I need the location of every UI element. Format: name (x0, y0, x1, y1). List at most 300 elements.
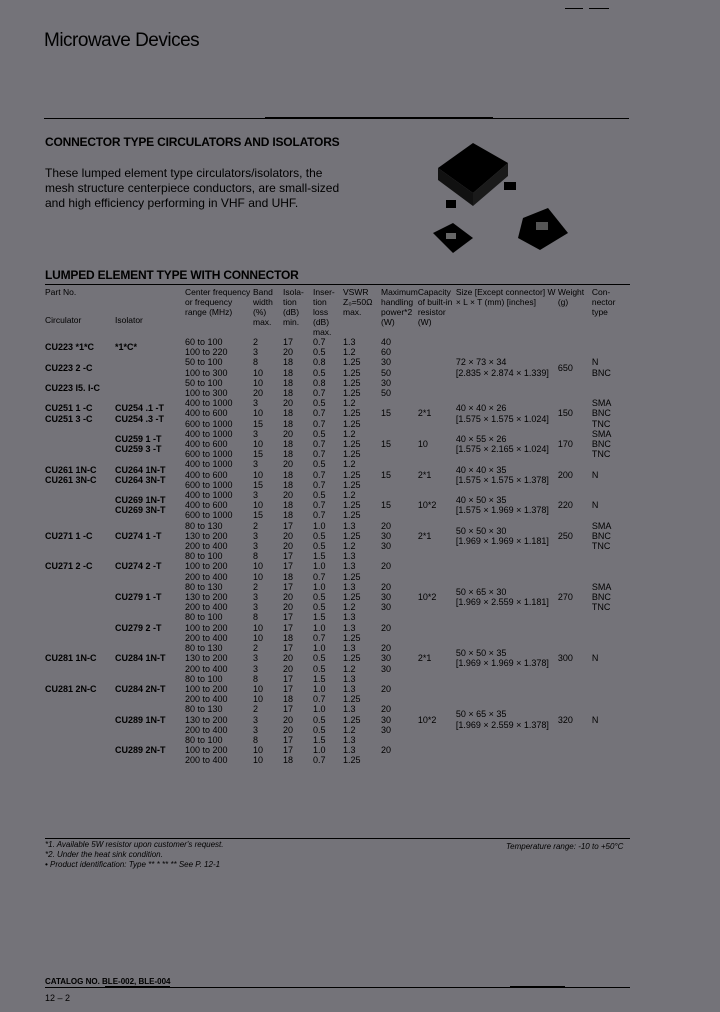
cell-insertion-loss: 0.7 (313, 571, 326, 582)
cell-weight: 150 (557, 408, 573, 419)
cell-bandwidth: 3 (253, 459, 259, 470)
cell-insertion-loss: 0.5 (313, 530, 326, 541)
cell-insertion-loss: 1.0 (313, 520, 326, 531)
isolator-part-no: CU279 2 -T (115, 622, 162, 633)
cell-insertion-loss: 1.0 (313, 622, 326, 633)
cell-weight (558, 337, 592, 357)
cell-connector (592, 612, 622, 643)
circulator-part-no: CU281 1N-C (45, 653, 97, 664)
cell-frequency: 400 to 1000 (185, 428, 233, 439)
cell-vswr: 1.25 (343, 755, 361, 766)
isolator-part-no: CU284 1N-T (115, 653, 166, 664)
isolator-part-no: CU274 2 -T (115, 561, 162, 572)
cell-size (456, 612, 558, 643)
cell-vswr: 1.25 (343, 377, 361, 388)
header-frequency: Center frequency or frequency range (MHz) (185, 287, 251, 317)
cell-weight (558, 674, 592, 705)
table-row (45, 582, 622, 592)
cell-bandwidth: 15 (253, 479, 264, 490)
cell-size (456, 337, 558, 357)
cell-power (381, 449, 418, 459)
cell-insertion-loss: 0.5 (313, 724, 326, 735)
cell-frequency: 400 to 1000 (185, 490, 233, 501)
cell-bandwidth: 3 (253, 541, 259, 552)
cell-isolation: 17 (283, 734, 294, 745)
cell-vswr: 1.3 (343, 673, 356, 684)
section-title: CONNECTOR TYPE CIRCULATORS AND ISOLATORS (45, 135, 340, 149)
cell-connector: N (591, 714, 599, 725)
cell-insertion-loss: 0.7 (313, 388, 326, 399)
cell-power (381, 755, 418, 765)
circulator-part-no: CU261 1N-C CU261 3N-C (45, 464, 97, 485)
cell-bandwidth: 10 (253, 571, 264, 582)
table-title: LUMPED ELEMENT TYPE WITH CONNECTOR (45, 268, 299, 282)
cell-power: 30 (381, 357, 392, 368)
cell-vswr: 1.25 (343, 479, 361, 490)
cell-frequency: 80 to 130 (185, 704, 223, 715)
cell-isolation: 18 (283, 408, 294, 419)
footer-rule-accent-2 (510, 986, 565, 988)
cell-power: 15 (381, 469, 392, 480)
intro-paragraph: These lumped element type circulators/isolators, the mesh structure centerpiece conductors, are small-sized and high efficiency performing in VHF and UHF. (45, 166, 340, 210)
circulator-part-no: CU223 *1*C (45, 342, 95, 353)
cell-power: 20 (381, 520, 392, 531)
cell-connector: N (591, 469, 599, 480)
header-connector: Con-nector type (591, 287, 616, 317)
cell-power (381, 480, 418, 490)
cell-power (381, 572, 418, 582)
circulator-part-no: CU223 I5. I-C (45, 382, 101, 393)
cell-isolation: 18 (283, 449, 294, 460)
cell-capacity: 2*1 (417, 469, 432, 480)
circulator-part-no: CU271 2 -C (45, 561, 93, 572)
cell-isolation: 20 (283, 541, 294, 552)
cell-isolation: 17 (283, 337, 294, 347)
header-weight: Weight (g) (557, 287, 585, 307)
cell-power: 20 (381, 622, 392, 633)
cell-size: 40 × 50 × 35 [1.575 × 1.969 × 1.378] (455, 495, 549, 516)
cell-power: 30 (381, 602, 392, 613)
cell-insertion-loss: 0.7 (313, 418, 326, 429)
footnote-2: *2. Under the heat sink condition. (45, 850, 163, 859)
cell-insertion-loss: 0.7 (313, 469, 326, 480)
header-part-no: Part No. Circulator Isolator (45, 287, 143, 325)
cell-insertion-loss: 0.5 (313, 541, 326, 552)
cell-insertion-loss: 1.0 (313, 581, 326, 592)
cell-frequency: 600 to 1000 (185, 479, 233, 490)
cell-insertion-loss: 1.5 (313, 612, 326, 623)
cell-insertion-loss: 0.7 (313, 632, 326, 643)
cell-bandwidth: 10 (253, 683, 264, 694)
cell-bandwidth: 20 (253, 388, 264, 399)
cell-connector: SMA BNC TNC (591, 398, 611, 429)
cell-weight: 200 (557, 469, 573, 480)
cell-vswr: 1.3 (343, 643, 356, 654)
cell-size: 50 × 65 × 30 [1.969 × 2.559 × 1.181] (455, 586, 549, 608)
cell-capacity: 10*2 (417, 500, 437, 511)
cell-insertion-loss: 0.5 (313, 714, 326, 725)
cell-bandwidth: 10 (253, 622, 264, 633)
cell-isolation: 20 (283, 428, 294, 439)
cell-weight (558, 735, 592, 766)
cell-vswr: 1.25 (343, 632, 361, 643)
cell-isolation: 18 (283, 510, 294, 521)
cell-power: 30 (381, 724, 392, 735)
cell-vswr: 1.3 (343, 683, 356, 694)
cell-vswr: 1.25 (343, 367, 361, 378)
cell-isolation: 18 (283, 357, 294, 368)
cell-power: 30 (381, 530, 392, 541)
cell-power (381, 633, 418, 643)
cell-frequency: 130 to 200 (185, 714, 228, 725)
cell-isolation: 18 (283, 388, 294, 399)
cell-vswr: 1.25 (343, 418, 361, 429)
circulator-part-no (45, 490, 115, 521)
cell-vswr: 1.2 (343, 347, 356, 358)
cell-power (381, 551, 418, 561)
cell-isolation: 17 (283, 581, 294, 592)
isolator-part-no: CU284 2N-T (115, 683, 166, 694)
cell-frequency: 130 to 200 (185, 530, 228, 541)
cell-vswr: 1.3 (343, 520, 356, 531)
cell-frequency: 400 to 600 (185, 500, 228, 511)
cell-bandwidth: 10 (253, 408, 264, 419)
cell-bandwidth: 3 (253, 663, 259, 674)
isolator-part-no: CU274 1 -T (115, 530, 162, 541)
cell-isolation: 20 (283, 663, 294, 674)
cell-bandwidth: 2 (253, 643, 259, 654)
footer-rule-accent (105, 986, 170, 988)
cell-vswr: 1.3 (343, 337, 356, 347)
cell-frequency: 80 to 130 (185, 643, 223, 654)
circulator-part-no (45, 735, 115, 766)
cell-frequency: 400 to 1000 (185, 459, 233, 470)
cell-insertion-loss: 1.0 (313, 704, 326, 715)
cell-bandwidth: 2 (253, 337, 259, 347)
cell-frequency: 200 to 400 (185, 541, 228, 552)
cell-power: 30 (381, 653, 392, 664)
cell-power: 15 (381, 408, 392, 419)
cell-vswr: 1.25 (343, 388, 361, 399)
cell-vswr: 1.25 (343, 439, 361, 450)
cell-power (381, 674, 418, 684)
cell-isolation: 18 (283, 694, 294, 705)
cell-power: 20 (381, 643, 392, 654)
isolator-part-no: CU289 2N-T (115, 745, 166, 756)
cell-frequency: 200 to 400 (185, 694, 228, 705)
cell-vswr: 1.3 (343, 612, 356, 623)
cell-insertion-loss: 0.5 (313, 367, 326, 378)
cell-bandwidth: 8 (253, 357, 259, 368)
cell-insertion-loss: 1.0 (313, 745, 326, 756)
table-row (45, 643, 622, 653)
cell-size: 40 × 55 × 26 [1.575 × 2.165 × 1.024] (455, 433, 549, 455)
cell-insertion-loss: 1.5 (313, 551, 326, 562)
cell-bandwidth: 3 (253, 530, 259, 541)
circulator-part-no: CU251 1 -C CU251 3 -C (45, 403, 93, 424)
cell-frequency: 80 to 100 (185, 673, 223, 684)
table-top-rule (45, 284, 630, 285)
cell-size (456, 674, 558, 705)
cell-weight (558, 378, 592, 398)
cell-capacity: 10*2 (417, 592, 437, 603)
cell-frequency: 50 to 100 (185, 357, 223, 368)
cell-size: 40 × 40 × 35 [1.575 × 1.575 × 1.378] (455, 464, 549, 485)
footnotes (45, 840, 224, 870)
cell-frequency: 200 to 400 (185, 571, 228, 582)
cell-isolation: 20 (283, 653, 294, 664)
cell-frequency: 100 to 200 (185, 622, 228, 633)
cell-weight (558, 551, 592, 582)
cell-frequency: 60 to 100 (185, 337, 223, 347)
cell-bandwidth: 10 (253, 755, 264, 766)
cell-vswr: 1.3 (343, 734, 356, 745)
cell-bandwidth: 10 (253, 694, 264, 705)
cell-frequency: 100 to 220 (185, 347, 228, 358)
footnote-1: *1. Available 5W resistor upon customer's request. (45, 840, 224, 849)
isolator-part-no: CU264 1N-T CU264 3N-T (115, 464, 166, 485)
cell-bandwidth: 10 (253, 377, 264, 388)
cell-power: 30 (381, 663, 392, 674)
cell-insertion-loss: 0.5 (313, 398, 326, 409)
cell-bandwidth: 3 (253, 428, 259, 439)
header-insertion-loss: Inser-tion loss (dB) max. (313, 287, 335, 337)
cell-insertion-loss: 0.7 (313, 500, 326, 511)
cell-isolation: 17 (283, 704, 294, 715)
cell-bandwidth: 10 (253, 561, 264, 572)
cell-frequency: 400 to 600 (185, 408, 228, 419)
cell-isolation: 20 (283, 347, 294, 358)
isolator-part-no: CU254 .1 -T CU254 .3 -T (115, 403, 165, 424)
cell-isolation: 20 (283, 398, 294, 409)
cell-bandwidth: 3 (253, 714, 259, 725)
cell-vswr: 1.3 (343, 581, 356, 592)
cell-bandwidth: 3 (253, 592, 259, 603)
table-row (45, 735, 622, 745)
cell-power (381, 735, 418, 745)
cell-vswr: 1.2 (343, 541, 356, 552)
cell-vswr: 1.2 (343, 428, 356, 439)
cell-vswr: 1.25 (343, 449, 361, 460)
cell-power: 60 (381, 347, 392, 358)
cell-vswr: 1.25 (343, 408, 361, 419)
cell-power: 30 (381, 541, 392, 552)
cell-connector (592, 674, 622, 705)
cell-connector: N BNC (591, 357, 611, 378)
cell-weight: 270 (557, 592, 573, 603)
cell-power: 30 (381, 714, 392, 725)
cell-power (381, 612, 418, 622)
cell-power: 20 (381, 683, 392, 694)
cell-capacity: 2*1 (417, 530, 432, 541)
table-row (45, 378, 622, 388)
cell-frequency: 100 to 300 (185, 388, 228, 399)
cell-power (381, 398, 418, 408)
cell-frequency: 200 to 400 (185, 602, 228, 613)
cell-size (456, 735, 558, 766)
cell-isolation: 18 (283, 418, 294, 429)
cell-insertion-loss: 1.0 (313, 683, 326, 694)
isolator-part-no: CU269 1N-T CU269 3N-T (115, 495, 166, 516)
circulator-part-no: CU271 1 -C (45, 530, 93, 541)
cell-isolation: 17 (283, 673, 294, 684)
isolator-part-no: CU289 1N-T (115, 714, 166, 725)
cell-vswr: 1.3 (343, 561, 356, 572)
cell-vswr: 1.25 (343, 694, 361, 705)
cell-insertion-loss: 0.5 (313, 602, 326, 613)
cell-capacity (418, 674, 456, 705)
cell-power (381, 490, 418, 500)
cell-connector (592, 378, 622, 398)
cell-capacity: 2*1 (417, 653, 432, 664)
cell-isolation: 17 (283, 643, 294, 654)
cell-power: 30 (381, 377, 392, 388)
cell-isolation: 20 (283, 592, 294, 603)
cell-bandwidth: 3 (253, 653, 259, 664)
cell-insertion-loss: 1.0 (313, 561, 326, 572)
product-photo (428, 138, 568, 258)
cell-bandwidth: 10 (253, 367, 264, 378)
cell-bandwidth: 3 (253, 602, 259, 613)
cell-vswr: 1.2 (343, 490, 356, 501)
cell-frequency: 130 to 200 (185, 592, 228, 603)
circulator-part-no: CU223 2 -C (45, 362, 93, 373)
cell-frequency: 400 to 600 (185, 439, 228, 450)
cell-power: 20 (381, 704, 392, 715)
cell-bandwidth: 2 (253, 704, 259, 715)
page-title: Microwave Devices (44, 30, 200, 51)
cell-frequency: 80 to 130 (185, 520, 223, 531)
cell-bandwidth: 15 (253, 510, 264, 521)
cell-insertion-loss: 0.7 (313, 510, 326, 521)
cell-frequency: 50 to 100 (185, 377, 223, 388)
cell-insertion-loss: 0.7 (313, 449, 326, 460)
cell-isolation: 18 (283, 755, 294, 766)
header-isolation: Isola-tion (dB) min. (283, 287, 304, 327)
cell-connector (592, 337, 622, 357)
cell-isolation: 18 (283, 571, 294, 582)
cell-isolation: 20 (283, 459, 294, 470)
cell-bandwidth: 8 (253, 734, 259, 745)
cell-isolation: 20 (283, 714, 294, 725)
cell-isolation: 18 (283, 500, 294, 511)
table-row (45, 551, 622, 561)
cell-isolation: 18 (283, 632, 294, 643)
header-marks (565, 6, 621, 12)
cell-frequency: 80 to 100 (185, 612, 223, 623)
cell-power: 50 (381, 367, 392, 378)
cell-isolation: 17 (283, 745, 294, 756)
footnote-3: • Product identification: Type ** * ** ** See P. 12-1 (45, 860, 221, 869)
cell-bandwidth: 10 (253, 500, 264, 511)
cell-capacity: 10*2 (417, 714, 437, 725)
table-row (45, 612, 622, 622)
cell-capacity: 2*1 (417, 408, 432, 419)
cell-isolation: 17 (283, 561, 294, 572)
cell-insertion-loss: 0.7 (313, 408, 326, 419)
cell-size: 50 × 50 × 35 [1.969 × 1.969 × 1.378] (455, 648, 549, 669)
cell-isolation: 17 (283, 683, 294, 694)
isolator-part-no (115, 357, 185, 377)
cell-insertion-loss: 0.5 (313, 653, 326, 664)
cell-weight: 220 (557, 500, 573, 511)
cell-vswr: 1.25 (343, 653, 361, 664)
cell-vswr: 1.3 (343, 745, 356, 756)
cell-power: 40 (381, 337, 392, 347)
cell-connector (592, 551, 622, 582)
cell-vswr: 1.25 (343, 510, 361, 521)
circulator-part-no (45, 582, 115, 613)
cell-vswr: 1.3 (343, 704, 356, 715)
cell-power: 20 (381, 745, 392, 756)
cell-bandwidth: 8 (253, 551, 259, 562)
cell-frequency: 600 to 1000 (185, 449, 233, 460)
table-row (45, 429, 622, 439)
cell-frequency: 200 to 400 (185, 755, 228, 766)
cell-isolation: 18 (283, 377, 294, 388)
cell-bandwidth: 8 (253, 612, 259, 623)
cell-connector: SMA BNC TNC (591, 581, 611, 613)
cell-bandwidth: 15 (253, 449, 264, 460)
header-capacity: Capacity of built-in resistor (W) (417, 287, 453, 327)
cell-frequency: 600 to 1000 (185, 510, 233, 521)
cell-bandwidth: 3 (253, 347, 259, 358)
cell-frequency: 400 to 1000 (185, 398, 233, 409)
cell-connector: SMA BNC TNC (591, 428, 611, 460)
cell-vswr: 1.3 (343, 622, 356, 633)
cell-insertion-loss: 1.5 (313, 673, 326, 684)
cell-frequency: 100 to 300 (185, 367, 228, 378)
cell-isolation: 18 (283, 367, 294, 378)
cell-insertion-loss: 0.5 (313, 347, 326, 358)
cell-vswr: 1.2 (343, 602, 356, 613)
cell-insertion-loss: 0.7 (313, 439, 326, 450)
cell-vswr: 1.25 (343, 714, 361, 725)
cell-capacity (418, 551, 456, 582)
cell-isolation: 18 (283, 439, 294, 450)
cell-frequency: 200 to 400 (185, 632, 228, 643)
cell-insertion-loss: 0.7 (313, 479, 326, 490)
cell-bandwidth: 3 (253, 490, 259, 501)
cell-vswr: 1.2 (343, 398, 356, 409)
circulator-part-no (45, 429, 115, 460)
cell-bandwidth: 10 (253, 632, 264, 643)
spec-table (45, 287, 622, 766)
cell-vswr: 1.25 (343, 500, 361, 511)
cell-capacity (418, 378, 456, 398)
temperature-range: Temperature range: -10 to +50°C (506, 842, 624, 851)
cell-size: 50 × 65 × 35 [1.969 × 2.559 × 1.378] (455, 709, 549, 730)
table-row (45, 459, 622, 469)
cell-vswr: 1.2 (343, 663, 356, 674)
cell-power (381, 429, 418, 439)
cell-connector: N (591, 500, 599, 511)
table-row (45, 521, 622, 531)
table-bottom-rule (45, 838, 630, 839)
cell-frequency: 130 to 200 (185, 653, 228, 664)
table-row (45, 674, 622, 684)
cell-isolation: 20 (283, 490, 294, 501)
cell-insertion-loss: 0.8 (313, 377, 326, 388)
cell-size: 40 × 40 × 26 [1.575 × 1.575 × 1.024] (455, 403, 549, 424)
cell-vswr: 1.2 (343, 459, 356, 470)
cell-power (381, 459, 418, 469)
cell-isolation: 17 (283, 520, 294, 531)
cell-capacity (418, 337, 456, 357)
isolator-part-no: CU259 1 -T CU259 3 -T (115, 433, 162, 455)
cell-vswr: 1.25 (343, 469, 361, 480)
title-divider-accent (265, 117, 493, 119)
